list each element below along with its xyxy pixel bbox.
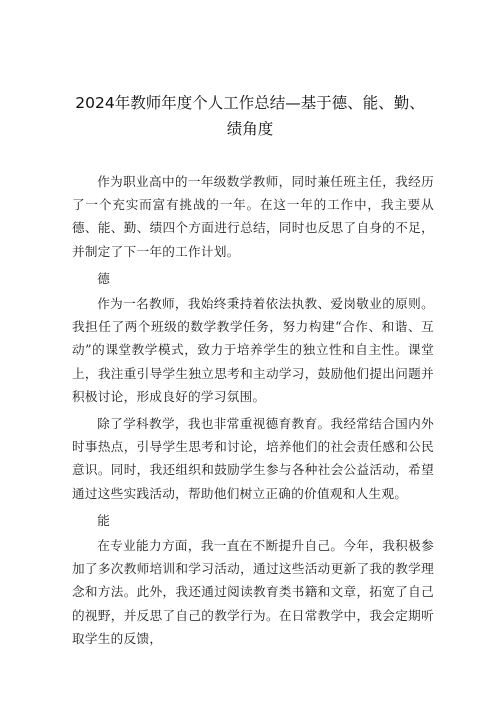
document-title: 2024年教师年度个人工作总结—基于德、能、勤、绩角度: [75, 94, 425, 138]
paragraph-intro: 作为职业高中的一年级数学教师，同时兼任班主任，我经历了一个充实而富有挑战的一年。在这一年的工作中，我主要从德、能、勤、绩四个方面进行总结，同时也反思了自身的不足，并制定了下一年的工作计划。: [72, 174, 434, 259]
document-body: [72, 170, 434, 654]
paragraph-neng-1: 在专业能力方面，我一直在不断提升自己。今年，我积极参加了多次教师培训和学习活动，通过这些活动更新了我的教学理念和方法。此外，我还通过阅读教育类书籍和文章，拓宽了自己的视野，并反思了自己的教学行为。在日常教学中，我会定期听取学生的反馈，: [72, 538, 434, 646]
paragraph-de-2: 除了学科教学，我也非常重视德育教育。我经常结合国内外时事热点，引导学生思考和讨论，培养他们的社会责任感和公民意识。同时，我还组织和鼓励学生参与各种社会公益活动，希望通过这些实践活动，帮助他们树立正确的价值观和人生观。: [72, 416, 434, 501]
paragraph-de-1: 作为一名教师，我始终秉持着依法执教、爱岗敬业的原则。我担任了两个班级的数学教学任务，努力构建“合作、和谐、互动”的课堂教学模式，致力于培养学生的独立性和自主性。课堂上，我注重引导学生独立思考和主动学习，鼓励他们提出问题并积极讨论，形成良好的学习氛围。: [72, 296, 434, 404]
section-heading-neng: 能: [97, 512, 111, 528]
section-heading-de: 德: [97, 270, 111, 286]
